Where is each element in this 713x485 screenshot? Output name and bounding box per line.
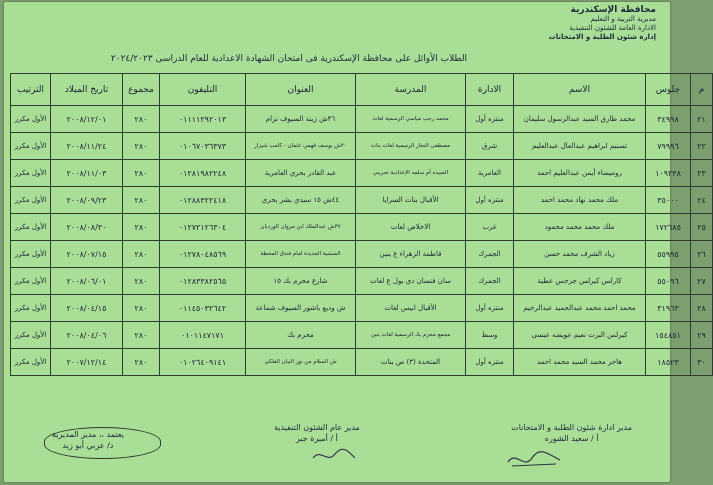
address-cell: ٢٠ش يوسف فهمي عثمان - كامب شيزار: [246, 133, 356, 160]
table-row: [11, 241, 713, 268]
address-cell: عبد القادر بحري العامرية: [246, 160, 356, 187]
column-header: الادارة: [466, 74, 514, 106]
signature-center-name: أ / أميرة جبر: [295, 434, 338, 443]
rank-cell: الأول مكرر: [11, 187, 51, 214]
phone-number-cell: ٠١٢٧٨٠٤٨٥٦٩: [160, 241, 246, 268]
student-name-cell: محمد طارق السيد عبدالرسول سليمان: [514, 106, 646, 133]
address-cell: محرم بك: [246, 322, 356, 349]
student-name-cell: محمد احمد محمد عبدالحميد عبدالرحيم: [514, 295, 646, 322]
birth-date-cell: ٢٠٠٨/٠٦/٠١: [51, 268, 123, 295]
total-score-cell: ٢٨٠: [123, 322, 160, 349]
row-index-cell: ٢١: [691, 106, 713, 133]
school-name-cell: المتحدة (٣) ص بنات: [356, 349, 466, 376]
seat-number-cell: ٣٤٩٩٨: [646, 106, 691, 133]
student-name-cell: هاجر محمد السيد محمد احمد: [514, 349, 646, 376]
birth-date-cell: ٢٠٠٧/١٢/١٤: [51, 349, 123, 376]
school-name-cell: الاخلاص لغات: [356, 214, 466, 241]
total-score-cell: ٢٨٠: [123, 349, 160, 376]
school-name-cell: مصطفى النجار الرسمية لغات بنات: [356, 133, 466, 160]
administration-cell: منتزه أول: [466, 187, 514, 214]
address-cell: ش وديع باشور السيوف شماعة: [246, 295, 356, 322]
phone-number-cell: ٠١٢٨٨٣٢٢٤١٨: [160, 187, 246, 214]
birth-date-cell: ٢٠٠٨/١٢/٠١: [51, 106, 123, 133]
student-name-cell: ملك محمد نهاد محمد احمد: [514, 187, 646, 214]
header-governorate: محافظة الإسكندرية: [570, 5, 656, 15]
student-name-cell: كارلس كيرلس جرجس عطية: [514, 268, 646, 295]
birth-date-cell: ٢٠٠٨/٠٤/٠٦: [51, 322, 123, 349]
phone-number-cell: ٠١٠٦٧٠٣٦٣٧٣: [160, 133, 246, 160]
birth-date-cell: ٢٠٠٨/٠٨/٣٠: [51, 214, 123, 241]
table-body: [11, 106, 713, 376]
phone-number-cell: ٠١٢٧٢١٢٦٣٠٤: [160, 214, 246, 241]
column-header: الترتيب: [11, 74, 51, 106]
row-index-cell: ٢٧: [691, 268, 713, 295]
page-title: الطلاب الأوائل على محافظة الإسكندرية فى امتحان الشهادة الاعدادية للعام الدراسى ٢٠٢٤/٢٠٢٣: [110, 54, 468, 64]
header-directorate: مديرية التربية و التعليم: [590, 15, 656, 23]
school-name-cell: محمد رجب مياسي الرسمية لغات: [356, 106, 466, 133]
row-index-cell: ٢٩: [691, 322, 713, 349]
phone-number-cell: ٠١١١١٢٩٢٠١٣: [160, 106, 246, 133]
total-score-cell: ٢٨٠: [123, 106, 160, 133]
school-name-cell: مجمع محرم بك الرسمية لغات بنين: [356, 322, 466, 349]
administration-cell: منتزه أول: [466, 295, 514, 322]
row-index-cell: ٢٤: [691, 187, 713, 214]
total-score-cell: ٢٨٠: [123, 295, 160, 322]
student-name-cell: روميساء أيمن عبدالعليم احمد: [514, 160, 646, 187]
signature-left-title: يعتمد ،، مدير المديرية: [52, 430, 124, 439]
student-name-cell: ملك محمد محمد محمود: [514, 214, 646, 241]
administration-cell: منتزه أول: [466, 106, 514, 133]
column-header: الاسم: [514, 74, 646, 106]
rank-cell: الأول مكرر: [11, 214, 51, 241]
seat-number-cell: ٣٥٠٠٠: [646, 187, 691, 214]
phone-number-cell: ٠١٠١١٤٧١٧١: [160, 322, 246, 349]
signature-left-name: د/ عربي أبو زيد: [62, 441, 114, 450]
signature-right-title: مدير ادارة شئون الطلبة و الامتحانات: [511, 423, 632, 432]
table-row: [11, 268, 713, 295]
signature-center-title: مدير عام الشئون التنفيذية: [274, 423, 360, 432]
rank-cell: الأول مكرر: [11, 268, 51, 295]
header-block: [549, 6, 656, 42]
row-index-cell: ٢٨: [691, 295, 713, 322]
rank-cell: الأول مكرر: [11, 322, 51, 349]
table-row: [11, 349, 713, 376]
rank-cell: الأول مكرر: [11, 160, 51, 187]
address-cell: ٤٤ش ١٥ سيدي بشر بحري: [246, 187, 356, 214]
seat-number-cell: ١٧٢٦٨٥: [646, 214, 691, 241]
rank-cell: الأول مكرر: [11, 295, 51, 322]
student-name-cell: زياد الشرف محمد حسن: [514, 241, 646, 268]
students-table: [10, 73, 713, 376]
total-score-cell: ٢٨٠: [123, 187, 160, 214]
seat-number-cell: ١٨٥٢٣: [646, 349, 691, 376]
administration-cell: غرب: [466, 214, 514, 241]
column-header: جلوس: [646, 74, 691, 106]
row-index-cell: ٢٢: [691, 133, 713, 160]
table-row: [11, 295, 713, 322]
column-header: التليفون: [160, 74, 246, 106]
administration-cell: الجمرك: [466, 268, 514, 295]
rank-cell: الأول مكرر: [11, 133, 51, 160]
school-name-cell: الأقبال بنات السرايا: [356, 187, 466, 214]
column-header: العنوان: [246, 74, 356, 106]
column-header: تاريخ الميلاد: [51, 74, 123, 106]
signature-scribble-center: [309, 446, 359, 466]
signature-right-name: أ / سعيد الشوره: [544, 434, 599, 443]
column-header: م: [691, 74, 713, 106]
school-name-cell: سان فنسان دي بول ع لغات: [356, 268, 466, 295]
address-cell: المنشية الجديدة امام فندق المحطة: [246, 241, 356, 268]
table-row: [11, 214, 713, 241]
rank-cell: الأول مكرر: [11, 106, 51, 133]
table-row: [11, 106, 713, 133]
signature-scribble-right: [504, 446, 564, 474]
administration-cell: شرق: [466, 133, 514, 160]
table-row: [11, 160, 713, 187]
school-name-cell: السيده أم سلمه الإعدادية تجريبي: [356, 160, 466, 187]
signature-left: [52, 429, 124, 451]
header-general-admin: الادارة العامة للشئون التنفيذية: [569, 24, 656, 32]
table-header-row: [11, 74, 713, 106]
student-name-cell: كيرلس البرت نعيم عويضه عيسى: [514, 322, 646, 349]
document-page: [4, 2, 706, 482]
table-row: [11, 187, 713, 214]
row-index-cell: ٢٦: [691, 241, 713, 268]
seat-number-cell: ٧٩٩٩٦: [646, 133, 691, 160]
signature-right: [511, 422, 632, 444]
total-score-cell: ٢٨٠: [123, 241, 160, 268]
row-index-cell: ٢٥: [691, 214, 713, 241]
seat-number-cell: ٥٥٠٩٦: [646, 268, 691, 295]
birth-date-cell: ٢٠٠٨/٠٩/٢٣: [51, 187, 123, 214]
total-score-cell: ٢٨٠: [123, 160, 160, 187]
birth-date-cell: ٢٠٠٨/٠٧/١٥: [51, 241, 123, 268]
birth-date-cell: ٢٠٠٨/١١/٠٣: [51, 160, 123, 187]
school-name-cell: فاطمة الزهراء ع بنين: [356, 241, 466, 268]
table-row: [11, 133, 713, 160]
rank-cell: الأول مكرر: [11, 349, 51, 376]
phone-number-cell: ٠١٢٨٣٣٨٢٥٦٥: [160, 268, 246, 295]
address-cell: شارع محرم بك ١٥: [246, 268, 356, 295]
total-score-cell: ٢٨٠: [123, 133, 160, 160]
administration-cell: الجمرك: [466, 241, 514, 268]
row-index-cell: ٣٠: [691, 349, 713, 376]
administration-cell: وسط: [466, 322, 514, 349]
seat-number-cell: ١٠٩٢٣٨: [646, 160, 691, 187]
phone-number-cell: ٠١٢٨١٩٨٢٢٤٨: [160, 160, 246, 187]
seat-number-cell: ٥٥٩٩٥: [646, 241, 691, 268]
address-cell: ٣٦ش زينة السيوف ترام: [246, 106, 356, 133]
row-index-cell: ٢٣: [691, 160, 713, 187]
table-row: [11, 322, 713, 349]
administration-cell: منتزه أول: [466, 349, 514, 376]
phone-number-cell: ٠١٠٢٦٤٠٩١٤١: [160, 349, 246, 376]
school-name-cell: الأقبال ابيس لغات: [356, 295, 466, 322]
rank-cell: الأول مكرر: [11, 241, 51, 268]
seat-number-cell: ٣١٩٦٣: [646, 295, 691, 322]
total-score-cell: ٢٨٠: [123, 268, 160, 295]
address-cell: ٣٧ش عبدالملك ابن مروان الوردبان: [246, 214, 356, 241]
administration-cell: العامرية: [466, 160, 514, 187]
student-name-cell: تسنيم ابراهيم عبدالعال عبدالعليم: [514, 133, 646, 160]
birth-date-cell: ٢٠٠٨/٠٤/١٥: [51, 295, 123, 322]
phone-number-cell: ٠١١٤٥٠٣٢٦٤٢: [160, 295, 246, 322]
header-dept: إدارة شئون الطلبة و الامتحانات: [548, 33, 656, 41]
column-header: المدرسة: [356, 74, 466, 106]
birth-date-cell: ٢٠٠٨/١١/٢٤: [51, 133, 123, 160]
column-header: مجموع: [123, 74, 160, 106]
seat-number-cell: ١٥٤٨٥١: [646, 322, 691, 349]
total-score-cell: ٢٨٠: [123, 214, 160, 241]
address-cell: ش السلام من نور البيان الفلكي: [246, 349, 356, 376]
signature-center: [274, 422, 360, 444]
